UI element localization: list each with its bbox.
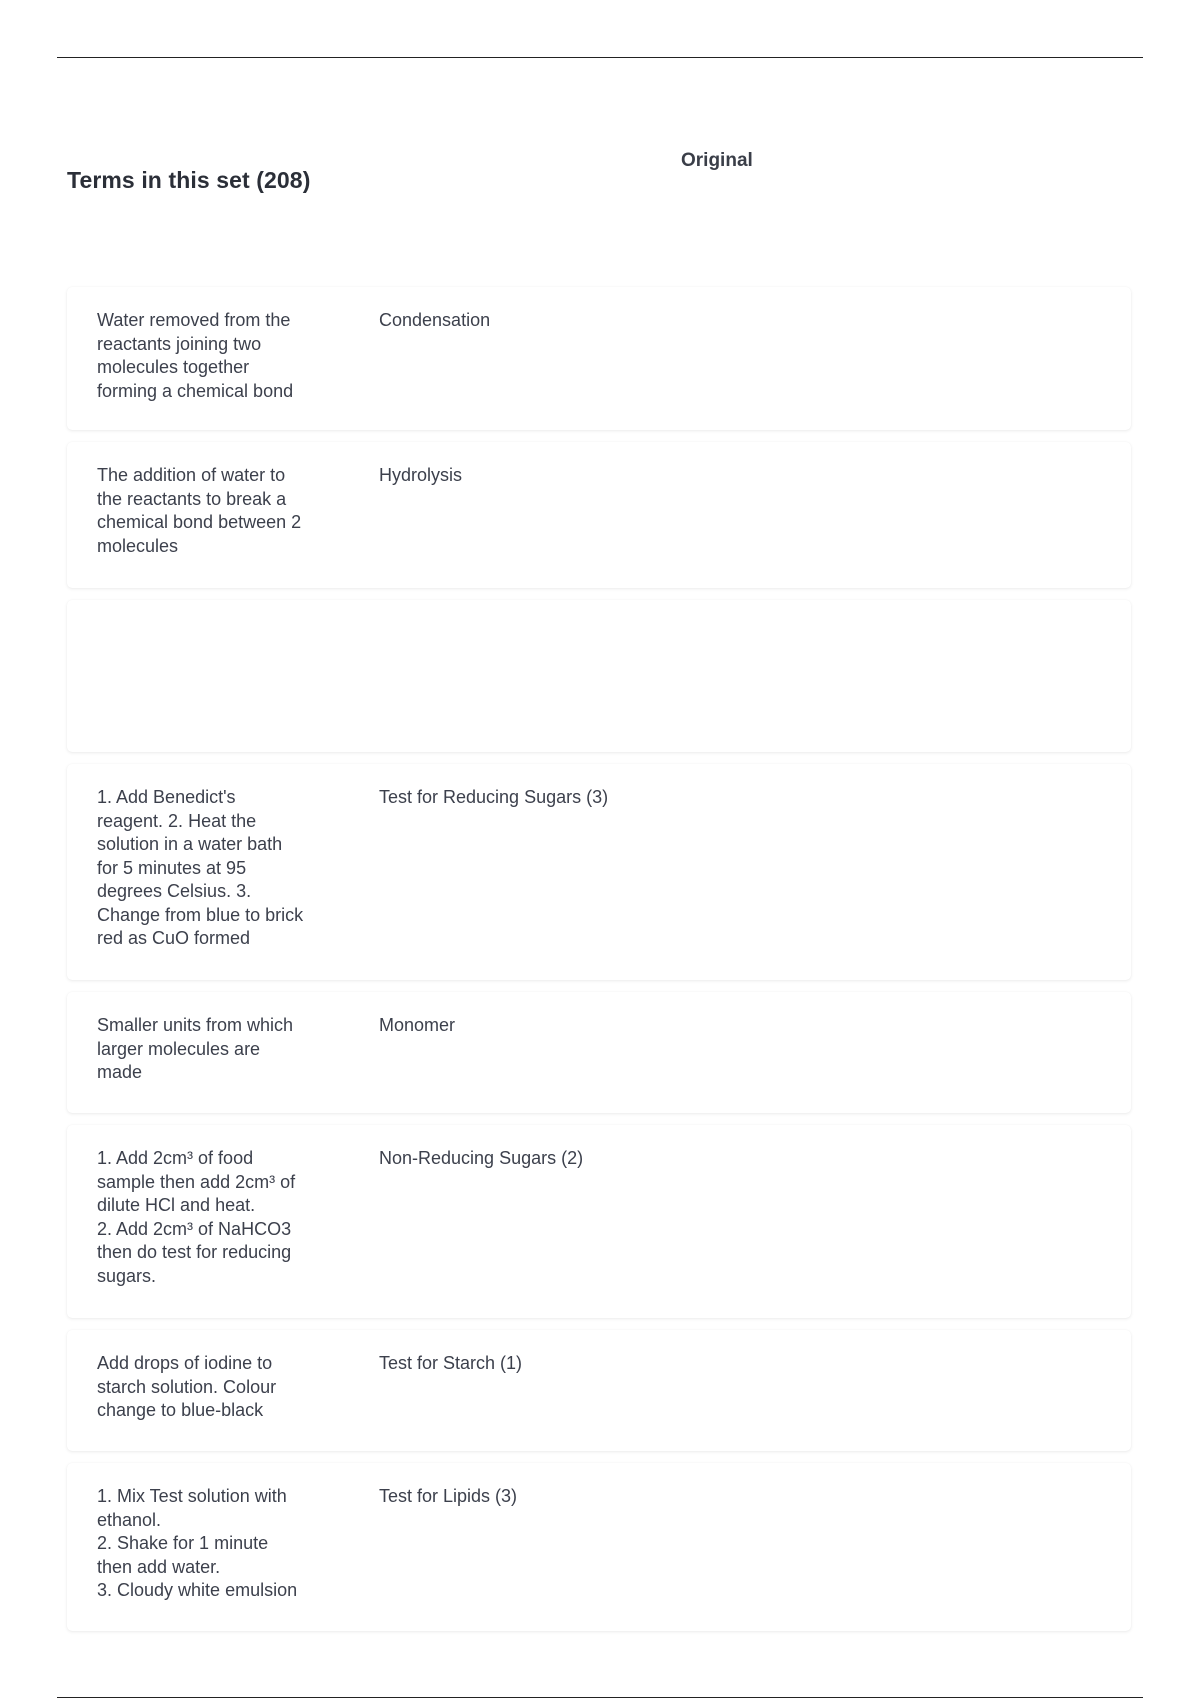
term-card: [67, 992, 1131, 1113]
card-term: Test for Reducing Sugars (3): [379, 787, 609, 807]
card-term: Condensation: [379, 310, 491, 330]
card-term: Monomer: [379, 1015, 456, 1035]
term-card-empty: [67, 600, 1131, 752]
term-card: [67, 287, 1131, 430]
term-list: [67, 287, 1131, 1643]
language-label: Original: [681, 150, 753, 171]
card-term: Non-Reducing Sugars (2): [379, 1148, 584, 1168]
term-card: [67, 764, 1131, 980]
term-card: [67, 442, 1131, 588]
set-title: Terms in this set (208): [67, 167, 311, 194]
card-term: Test for Lipids (3): [379, 1486, 518, 1506]
card-definition: The addition of water to the reactants to break a chemical bond between 2 molecules: [97, 465, 302, 556]
card-definition: 1. Add 2cm³ of food sample then add 2cm³ of dilute HCl and heat. 2. Add 2cm³ of NaHCO3 then do test for reducing sugars.: [97, 1148, 296, 1286]
card-term: Test for Starch (1): [379, 1353, 523, 1373]
top-divider: [57, 57, 1143, 58]
term-card: [67, 1330, 1131, 1451]
term-card: [67, 1463, 1131, 1631]
bottom-divider: [57, 1697, 1143, 1698]
card-definition: Water removed from the reactants joining two molecules together forming a chemical bond: [97, 310, 294, 401]
card-definition: 1. Add Benedict's reagent. 2. Heat the solution in a water bath for 5 minutes at 95 degrees Celsius. 3. Change from blue to brick red as CuO formed: [97, 787, 304, 948]
card-term: Hydrolysis: [379, 465, 463, 485]
term-card: [67, 1125, 1131, 1318]
card-definition: 1. Mix Test solution with ethanol. 2. Shake for 1 minute then add water. 3. Cloudy white emulsion: [97, 1486, 298, 1600]
card-definition: Add drops of iodine to starch solution. Colour change to blue-black: [97, 1353, 277, 1420]
card-definition: Smaller units from which larger molecules are made: [97, 1015, 294, 1082]
